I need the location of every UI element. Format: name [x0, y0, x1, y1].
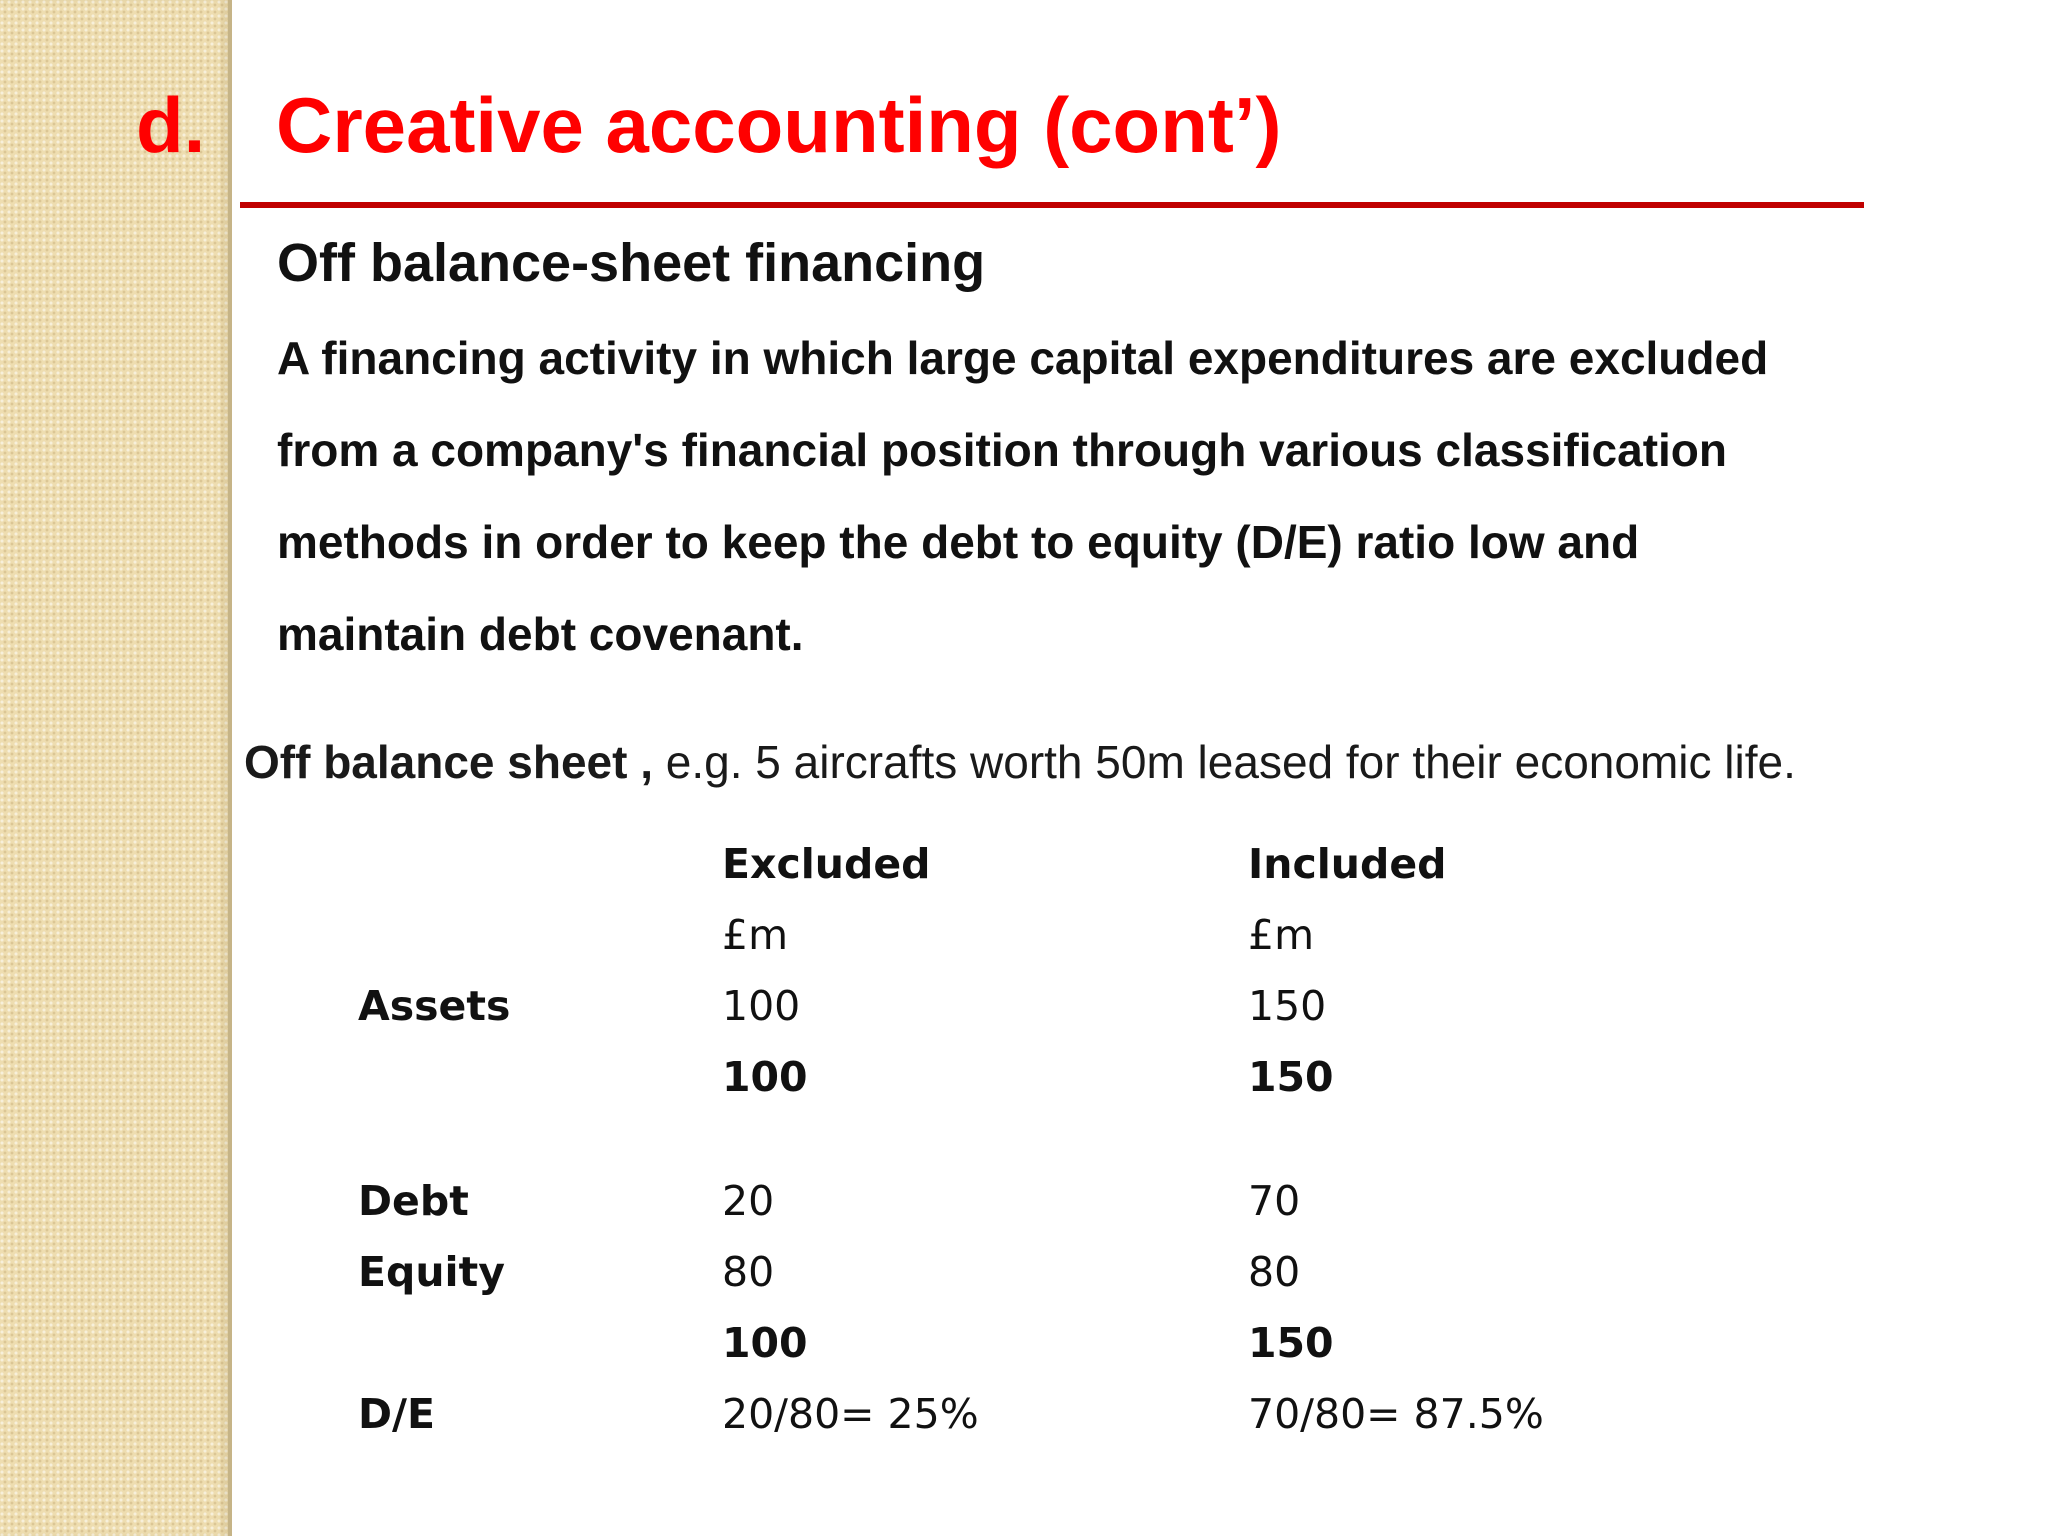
excluded-value: £m — [722, 911, 789, 959]
header-excluded: Excluded — [722, 840, 931, 888]
row-label: Equity — [358, 1248, 505, 1296]
table-row-assets — [0, 978, 2048, 1049]
excluded-value: 100 — [722, 982, 801, 1030]
definition-line: maintain debt covenant. — [277, 608, 804, 660]
included-total: 150 — [1248, 1319, 1334, 1367]
example-text: e.g. 5 aircrafts worth 50m leased for their economic life. — [653, 736, 1796, 788]
excluded-value: 80 — [722, 1248, 775, 1296]
table-row-units — [0, 907, 2048, 978]
definition-line: A financing activity in which large capital expenditures are excluded — [277, 332, 1769, 384]
table-row-equity — [0, 1244, 2048, 1315]
excluded-total: 100 — [722, 1319, 808, 1367]
row-label: Assets — [358, 982, 511, 1030]
balance-sheet-table — [0, 836, 2048, 1457]
table-row-liabilities-total — [0, 1315, 2048, 1386]
definition-line: methods in order to keep the debt to equity (D/E) ratio low and — [277, 516, 1640, 568]
row-label: Debt — [358, 1177, 469, 1225]
row-label: D/E — [358, 1390, 436, 1438]
table-row-de-ratio — [0, 1386, 2048, 1457]
table-row-assets-total — [0, 1049, 2048, 1173]
definition-paragraph — [277, 326, 1997, 694]
table-row-debt — [0, 1173, 2048, 1244]
included-ratio: 70/80= 87.5% — [1248, 1390, 1544, 1438]
included-value: 150 — [1248, 982, 1327, 1030]
definition-line: from a company's financial position through various classification — [277, 424, 1727, 476]
excluded-value: 20 — [722, 1177, 775, 1225]
included-value: 80 — [1248, 1248, 1301, 1296]
section-number: d. — [136, 81, 206, 169]
excluded-ratio: 20/80= 25% — [722, 1390, 979, 1438]
excluded-total: 100 — [722, 1053, 808, 1101]
example-line — [244, 736, 1796, 789]
included-value: £m — [1248, 911, 1315, 959]
subtitle: Off balance-sheet financing — [277, 233, 986, 293]
slide-title: Creative accounting (cont’) — [276, 81, 1282, 169]
header-included: Included — [1248, 840, 1447, 888]
included-total: 150 — [1248, 1053, 1334, 1101]
table-header-row — [0, 836, 2048, 907]
example-lead: Off balance sheet , — [244, 736, 654, 788]
included-value: 70 — [1248, 1177, 1301, 1225]
title-underline — [240, 202, 1864, 208]
